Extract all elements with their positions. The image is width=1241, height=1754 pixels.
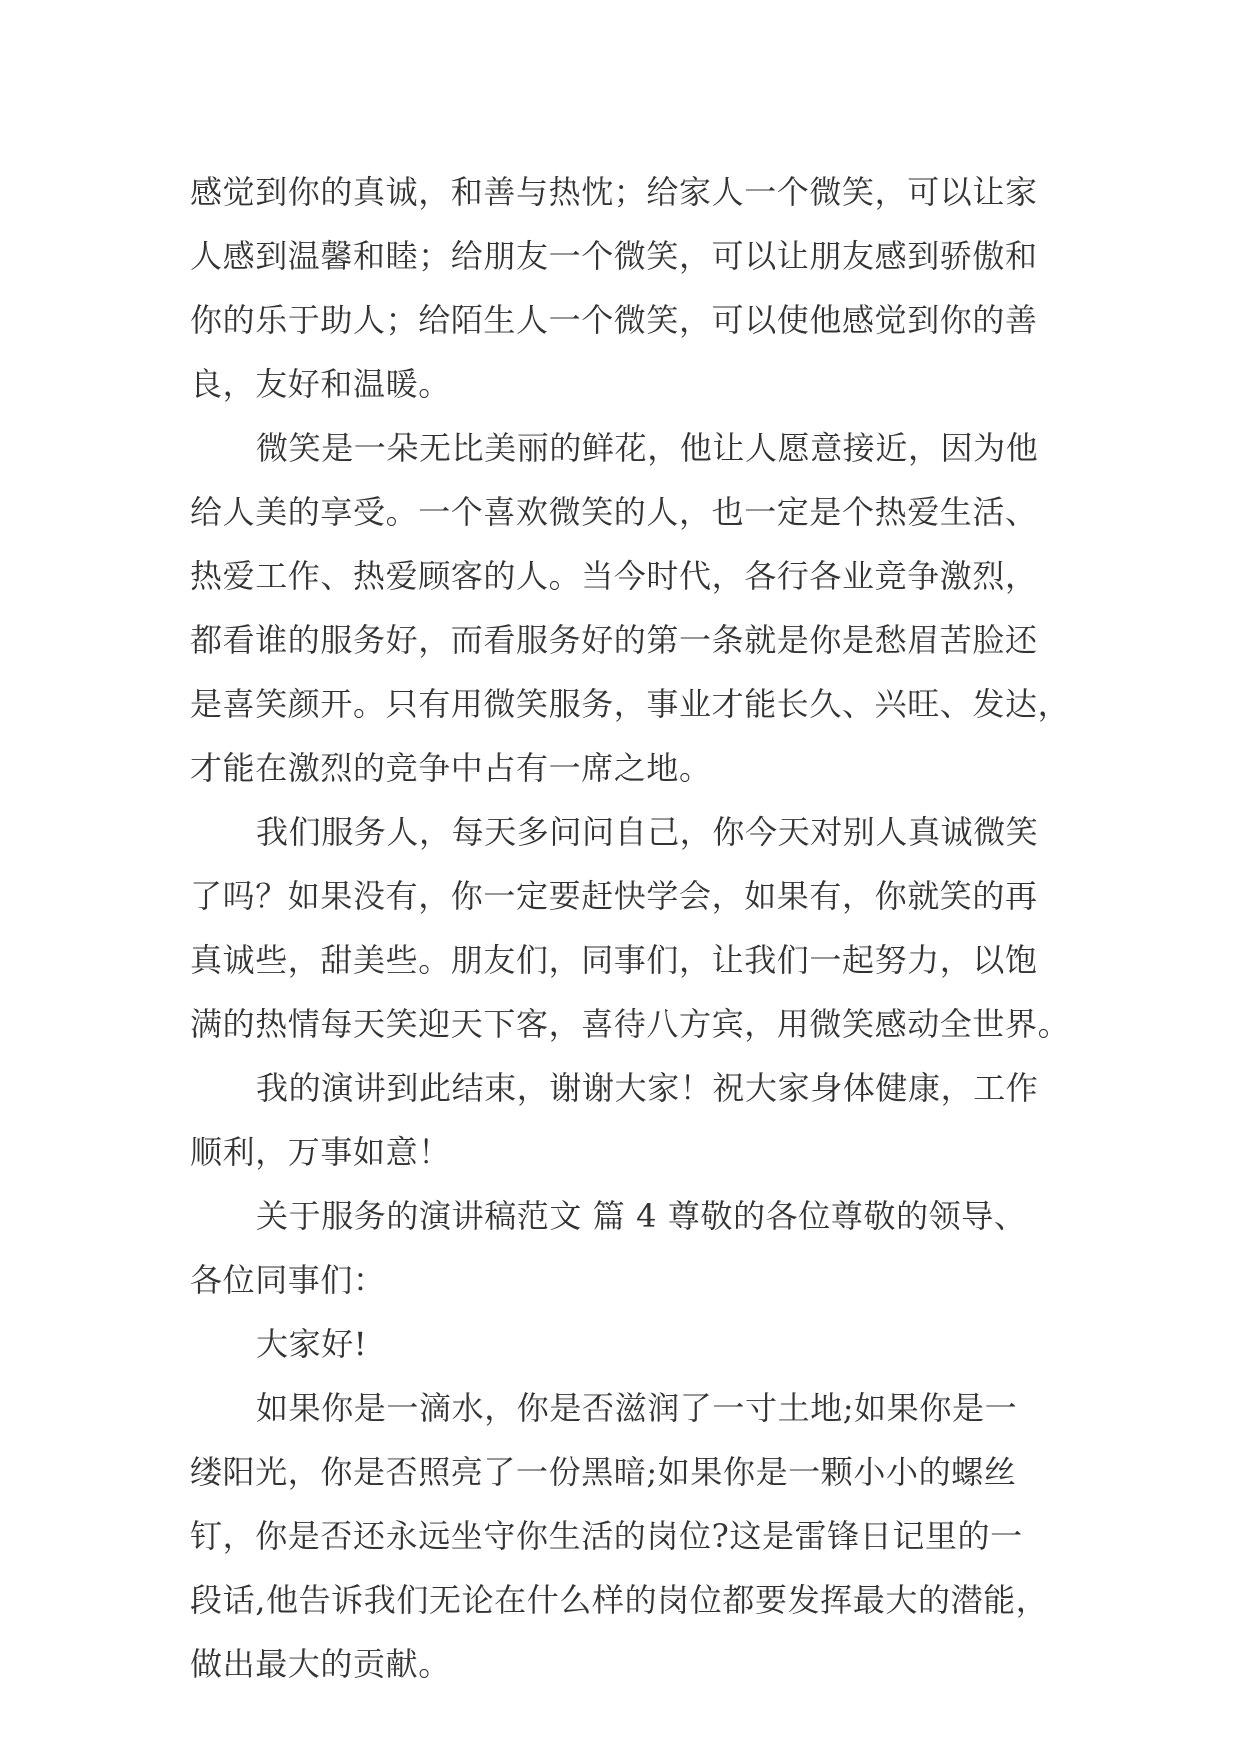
greeting-line: 大家好! [256,1325,368,1363]
text-line: 给人美的享受。一个喜欢微笑的人，也一定是个热爱生活、 [190,493,1038,531]
text-line: 才能在激烈的竞争中占有一席之地。 [190,749,712,787]
text-line: 了吗？如果没有，你一定要赶快学会，如果有，你就笑的再 [190,877,1038,915]
text-line: 都看谁的服务好，而看服务好的第一条就是你是愁眉苦脸还 [190,621,1038,659]
text-line: 段话,他告诉我们无论在什么样的岗位都要发挥最大的潜能， [190,1581,1049,1619]
paragraph-first-line: 如果你是一滴水，你是否滋润了一寸土地;如果你是一 [256,1389,1018,1427]
text-line: 良，友好和温暖。 [190,365,451,403]
text-line: 是喜笑颜开。只有用微笑服务，事业才能长久、兴旺、发达， [190,685,1071,723]
document-body [190,160,1071,1696]
text-line: 各位同事们： [190,1261,386,1299]
text-line: 顺利，万事如意！ [190,1133,451,1171]
paragraph-first-line: 微笑是一朵无比美丽的鲜花，他让人愿意接近，因为他 [256,429,1039,467]
paragraph-first-line: 我们服务人，每天多问问自己，你今天对别人真诚微笑 [256,813,1039,851]
text-line: 钉，你是否还永远坐守你生活的岗位?这是雷锋日记里的一 [190,1517,1023,1555]
text-line: 做出最大的贡献。 [190,1645,451,1683]
text-line: 真诚些，甜美些。朋友们，同事们，让我们一起努力，以饱 [190,941,1038,979]
section-heading-line: 关于服务的演讲稿范文 篇 4 尊敬的各位尊敬的领导、 [256,1197,1027,1235]
text-line: 满的热情每天笑迎天下客，喜待八方宾，用微笑感动全世界。 [190,1005,1071,1043]
text-line: 感觉到你的真诚，和善与热忱；给家人一个微笑，可以让家 [190,173,1038,211]
paragraph-first-line: 我的演讲到此结束，谢谢大家！祝大家身体健康，工作 [256,1069,1039,1107]
text-line: 你的乐于助人；给陌生人一个微笑，可以使他感觉到你的善 [190,301,1038,339]
text-line: 缕阳光，你是否照亮了一份黑暗;如果你是一颗小小的螺丝 [190,1453,1017,1491]
text-line: 人感到温馨和睦；给朋友一个微笑，可以让朋友感到骄傲和 [190,237,1038,275]
text-line: 热爱工作、热爱顾客的人。当今时代，各行各业竞争激烈， [190,557,1038,595]
